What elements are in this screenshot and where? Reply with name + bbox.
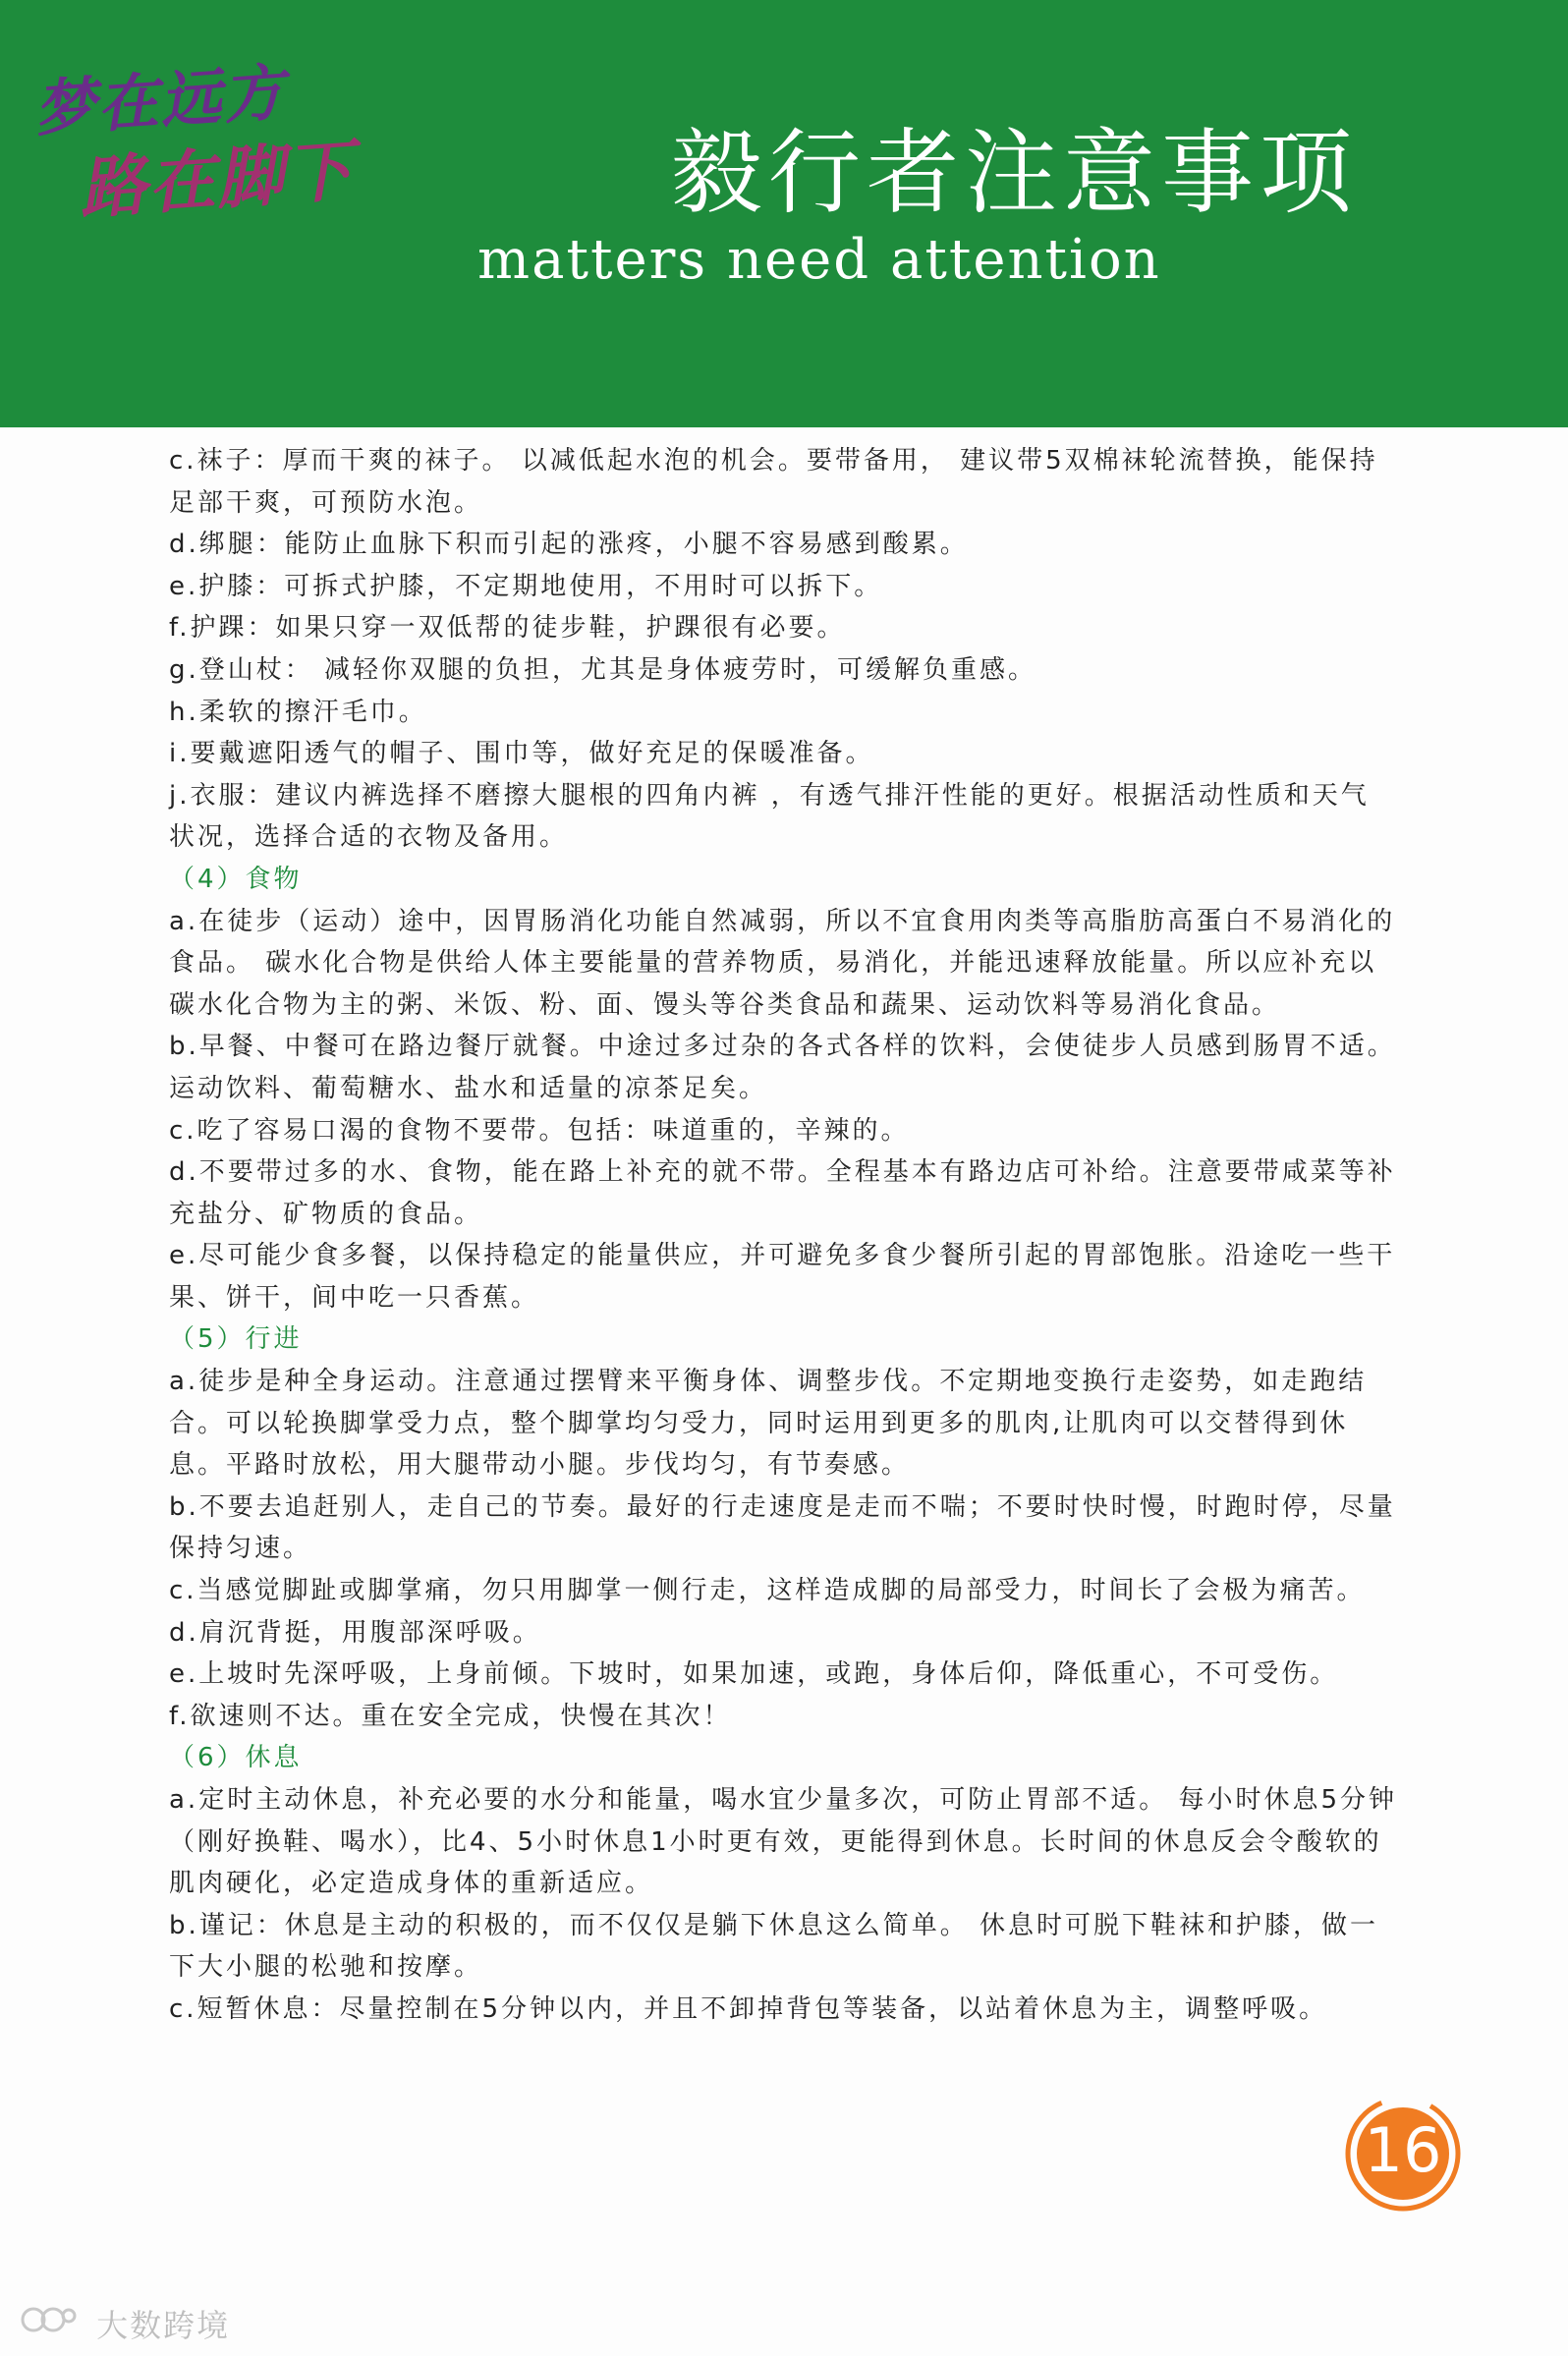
list-item: g.登山杖： 减轻你双腿的负担，尤其是身体疲劳时，可缓解负重感。 — [169, 654, 1037, 685]
list-item: a.在徒步（运动）途中，因胃肠消化功能自然减弱，所以不宜食用肉类等高脂肪高蛋白不易消化的食品。 碳水化合物是供给人体主要能量的营养物质，易消化，并能迅速释放能量。所以应补充以碳水化合物为主的粥、米饭、粉、面、馒头等谷类食品和蔬果、运动饮料等易消化食品。 — [169, 906, 1396, 1020]
header-banner — [0, 0, 1568, 427]
list-item: e.尽可能少食多餐，以保持稳定的能量供应，并可避免多食少餐所引起的胃部饱胀。沿途吃一些干果、饼干，间中吃一只香蕉。 — [169, 1241, 1396, 1313]
list-item: i.要戴遮阳透气的帽子、围巾等，做好充足的保暖准备。 — [169, 739, 874, 769]
list-item: c.吃了容易口渴的食物不要带。包括：味道重的，辛辣的。 — [169, 1115, 910, 1146]
section-heading: （5）行进 — [169, 1324, 303, 1355]
article-body — [169, 440, 1397, 2031]
page-title: 毅行者注意事项 — [670, 120, 1359, 227]
list-item: b.不要去追赶别人，走自己的节奏。最好的行走速度是走而不喘；不要时快时慢，时跑时停，尽量保持匀速。 — [169, 1491, 1396, 1564]
list-item: e.护膝：可拆式护膝，不定期地使用，不用时可以拆下。 — [169, 571, 883, 601]
section-heading: （4）食物 — [169, 864, 303, 894]
watermark-logo-icon — [20, 2302, 79, 2345]
watermark — [20, 2301, 230, 2344]
list-item: c.袜子：厚而干爽的袜子。 以减低起水泡的机会。要带备用， 建议带5双棉袜轮流替换，能保持足部干爽，可预防水泡。 — [169, 446, 1378, 518]
list-item: d.肩沉背挺，用腹部深呼吸。 — [169, 1617, 541, 1648]
section-heading: （6）休息 — [169, 1743, 303, 1773]
list-item: f.护踝：如果只穿一双低帮的徒步鞋，护踝很有必要。 — [169, 613, 846, 644]
list-item: b.谨记：休息是主动的积极的，而不仅仅是躺下休息这么简单。 休息时可脱下鞋袜和护膝，做一下大小腿的松驰和按摩。 — [169, 1910, 1379, 1983]
list-item: a.徒步是种全身运动。注意通过摆臂来平衡身体、调整步伐。不定期地变换行走姿势，如走跑结合。可以轮换脚掌受力点，整个脚掌均匀受力，同时运用到更多的肌肉,让肌肉可以交替得到休息。平路时放松，用大腿带动小腿。步伐均匀，有节奏感。 — [169, 1367, 1368, 1481]
list-item: d.绑腿：能防止血脉下积而引起的涨疼，小腿不容易感到酸累。 — [169, 530, 969, 560]
slogan-logo — [31, 37, 377, 247]
list-item: c.当感觉脚趾或脚掌痛，勿只用脚掌一侧行走，这样造成脚的局部受力，时间长了会极为痛苦。 — [169, 1576, 1366, 1606]
page-number: 16 — [1364, 2114, 1442, 2186]
list-item: c.短暂休息：尽量控制在5分钟以内，并且不卸掉背包等装备，以站着休息为主，调整呼吸。 — [169, 1993, 1328, 2024]
list-item: h.柔软的擦汗毛巾。 — [169, 697, 427, 727]
list-item: j.衣服：建议内裤选择不磨擦大腿根的四角内裤 ，有透气排汗性能的更好。根据活动性质和天气状况，选择合适的衣物及备用。 — [169, 780, 1370, 853]
slogan-line-1: 梦在远方 — [31, 56, 289, 145]
list-item: a.定时主动休息，补充必要的水分和能量，喝水宜少量多次，可防止胃部不适。 每小时休息5分钟（刚好换鞋、喝水），比4、5小时休息1小时更有效，更能得到休息。长时间的休息反会令酸软的肌肉硬化，必定造成身体的重新适应。 — [169, 1785, 1398, 1899]
page-subtitle: matters need attention — [477, 228, 1161, 292]
page-number-badge — [1342, 2093, 1464, 2215]
watermark-text: 大数跨境 — [96, 2307, 231, 2344]
list-item: b.早餐、中餐可在路边餐厅就餐。中途过多过杂的各式各样的饮料，会使徒步人员感到肠胃不适。运动饮料、葡萄糖水、盐水和适量的凉茶足矣。 — [169, 1032, 1396, 1103]
list-item: f.欲速则不达。重在安全完成，快慢在其次！ — [169, 1701, 732, 1731]
list-item: d.不要带过多的水、食物，能在路上补充的就不带。全程基本有路边店可补给。注意要带咸菜等补充盐分、矿物质的食品。 — [169, 1157, 1396, 1229]
slogan-line-2: 路在脚下 — [77, 131, 358, 229]
list-item: e.上坡时先深呼吸，上身前倾。下坡时，如果加速，或跑，身体后仰，降低重心，不可受伤。 — [169, 1659, 1339, 1690]
